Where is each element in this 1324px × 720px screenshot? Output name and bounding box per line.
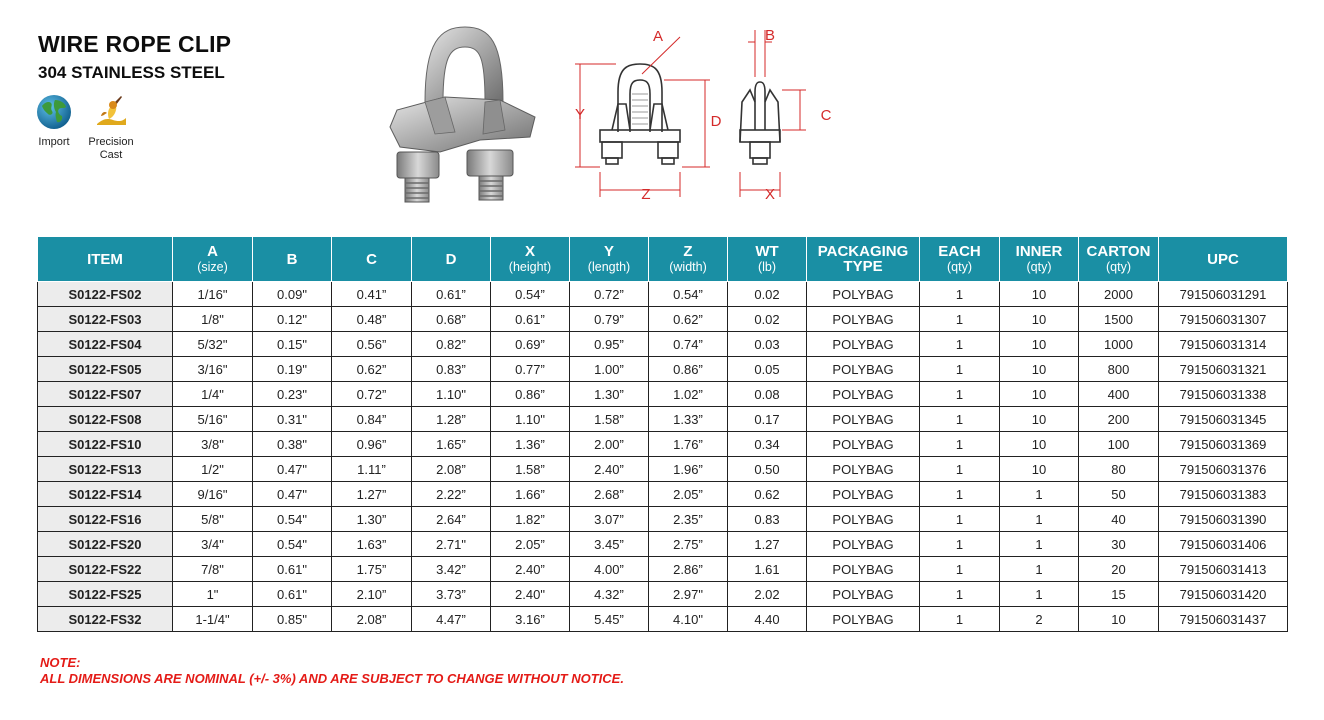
- table-cell: 2.08”: [412, 457, 491, 482]
- table-cell: 4.32”: [570, 582, 649, 607]
- item-cell: S0122-FS25: [38, 582, 173, 607]
- precision-label-line1: Precision: [88, 136, 134, 148]
- table-cell: 2.68”: [570, 482, 649, 507]
- column-header-label: X: [524, 243, 535, 260]
- table-cell: 1.00”: [570, 357, 649, 382]
- table-cell: 791506031420: [1159, 582, 1288, 607]
- table-cell: 0.48”: [332, 307, 412, 332]
- table-cell: 0.61": [253, 557, 332, 582]
- column-header: [38, 237, 173, 282]
- table-cell: 2.75”: [649, 532, 728, 557]
- table-cell: 791506031376: [1159, 457, 1288, 482]
- column-header-sub: TYPE: [843, 258, 883, 275]
- table-cell: 0.61": [253, 582, 332, 607]
- table-cell: 1.63”: [332, 532, 412, 557]
- table-cell: 50: [1079, 482, 1159, 507]
- column-header-sub: (height): [508, 260, 552, 274]
- table-cell: 1: [920, 507, 1000, 532]
- table-cell: 791506031390: [1159, 507, 1288, 532]
- column-header-label: PACKAGING: [817, 243, 909, 260]
- table-cell: 2: [1000, 607, 1079, 632]
- table-cell: 0.77”: [491, 357, 570, 382]
- table-cell: 10: [1000, 332, 1079, 357]
- table-cell: 1-1/4": [173, 607, 253, 632]
- column-header-sub: (size): [197, 260, 228, 274]
- table-cell: POLYBAG: [807, 307, 920, 332]
- column-header: [1000, 237, 1079, 282]
- table-cell: 0.23": [253, 382, 332, 407]
- table-cell: 1: [920, 407, 1000, 432]
- table-cell: 2.40”: [570, 457, 649, 482]
- table-cell: 3/4": [173, 532, 253, 557]
- item-cell: S0122-FS02: [38, 282, 173, 307]
- table-row: [38, 382, 1288, 407]
- table-cell: 0.84”: [332, 407, 412, 432]
- table-cell: 0.19": [253, 357, 332, 382]
- table-cell: 9/16": [173, 482, 253, 507]
- table-cell: 791506031338: [1159, 382, 1288, 407]
- table-cell: 0.95”: [570, 332, 649, 357]
- column-header: [253, 237, 332, 282]
- table-cell: 0.54”: [649, 282, 728, 307]
- table-cell: 1.66”: [491, 482, 570, 507]
- table-cell: POLYBAG: [807, 557, 920, 582]
- table-cell: 2.40": [491, 582, 570, 607]
- item-cell: S0122-FS07: [38, 382, 173, 407]
- table-cell: 0.54”: [491, 282, 570, 307]
- table-cell: 0.09": [253, 282, 332, 307]
- table-cell: 791506031321: [1159, 357, 1288, 382]
- table-cell: 0.34: [728, 432, 807, 457]
- import-badge: [33, 94, 75, 149]
- table-cell: 0.12": [253, 307, 332, 332]
- table-cell: 0.15": [253, 332, 332, 357]
- table-cell: 1.82”: [491, 507, 570, 532]
- table-cell: 5.45”: [570, 607, 649, 632]
- column-header-sub: (width): [669, 260, 707, 274]
- table-cell: 1: [920, 357, 1000, 382]
- table-row: [38, 582, 1288, 607]
- table-cell: 2.64”: [412, 507, 491, 532]
- table-cell: 1.61: [728, 557, 807, 582]
- table-cell: 10: [1000, 282, 1079, 307]
- page-subtitle: 304 STAINLESS STEEL: [38, 63, 225, 82]
- table-cell: 2000: [1079, 282, 1159, 307]
- table-cell: 0.79”: [570, 307, 649, 332]
- table-cell: 3.07”: [570, 507, 649, 532]
- table-cell: 80: [1079, 457, 1159, 482]
- column-header-label: C: [366, 250, 377, 268]
- table-cell: 2.97": [649, 582, 728, 607]
- table-cell: 800: [1079, 357, 1159, 382]
- table-cell: 791506031413: [1159, 557, 1288, 582]
- table-cell: 1.76”: [649, 432, 728, 457]
- table-cell: 1.96”: [649, 457, 728, 482]
- dim-label-y: Y: [574, 106, 586, 123]
- table-cell: 1: [920, 332, 1000, 357]
- table-cell: 0.50: [728, 457, 807, 482]
- table-cell: 1500: [1079, 307, 1159, 332]
- column-header: [649, 237, 728, 282]
- table-cell: 0.41”: [332, 282, 412, 307]
- column-header-label: D: [445, 250, 457, 268]
- item-cell: S0122-FS16: [38, 507, 173, 532]
- dim-label-c: C: [820, 107, 832, 124]
- table-cell: 0.61”: [491, 307, 570, 332]
- table-cell: 1: [920, 582, 1000, 607]
- table-cell: 0.31": [253, 407, 332, 432]
- dim-label-a: A: [652, 28, 664, 45]
- wire-rope-clip-photo: [385, 22, 565, 207]
- table-cell: 1/16": [173, 282, 253, 307]
- table-cell: 1": [173, 582, 253, 607]
- table-cell: 10: [1000, 407, 1079, 432]
- table-cell: 4.40: [728, 607, 807, 632]
- table-cell: 1.58”: [491, 457, 570, 482]
- table-cell: 1: [920, 532, 1000, 557]
- table-cell: 1: [1000, 557, 1079, 582]
- column-header-label: Z: [683, 243, 693, 260]
- table-cell: 10: [1000, 432, 1079, 457]
- table-cell: 0.74”: [649, 332, 728, 357]
- table-cell: 3.45”: [570, 532, 649, 557]
- table-row: [38, 557, 1288, 582]
- column-header-label: INNER: [1015, 243, 1063, 260]
- column-header: [728, 237, 807, 282]
- table-cell: POLYBAG: [807, 607, 920, 632]
- table-cell: 0.96”: [332, 432, 412, 457]
- table-cell: 2.00”: [570, 432, 649, 457]
- dim-label-b: B: [764, 27, 776, 44]
- table-cell: 1.75”: [332, 557, 412, 582]
- table-cell: 2.35”: [649, 507, 728, 532]
- table-cell: 3.42”: [412, 557, 491, 582]
- table-cell: 0.56”: [332, 332, 412, 357]
- table-cell: 3/8": [173, 432, 253, 457]
- table-cell: 1.58”: [570, 407, 649, 432]
- precision-label-line2: Cast: [99, 149, 123, 161]
- table-cell: 1.28”: [412, 407, 491, 432]
- table-cell: 0.54": [253, 532, 332, 557]
- table-cell: 0.54": [253, 507, 332, 532]
- table-cell: POLYBAG: [807, 507, 920, 532]
- table-cell: 4.10": [649, 607, 728, 632]
- table-cell: 1.10": [412, 382, 491, 407]
- table-cell: 10: [1079, 607, 1159, 632]
- dim-label-z: Z: [641, 186, 651, 203]
- note-block: [40, 655, 624, 687]
- column-header: [173, 237, 253, 282]
- globe-icon: [36, 94, 72, 130]
- table-cell: 0.61”: [412, 282, 491, 307]
- table-cell: 200: [1079, 407, 1159, 432]
- table-cell: 1000: [1079, 332, 1159, 357]
- item-cell: S0122-FS03: [38, 307, 173, 332]
- column-header: [1079, 237, 1159, 282]
- table-cell: POLYBAG: [807, 432, 920, 457]
- table-row: [38, 307, 1288, 332]
- table-cell: 4.47”: [412, 607, 491, 632]
- table-cell: 1: [920, 307, 1000, 332]
- note-label: NOTE:: [40, 655, 81, 670]
- table-cell: 0.02: [728, 282, 807, 307]
- table-cell: 1: [1000, 532, 1079, 557]
- item-cell: S0122-FS05: [38, 357, 173, 382]
- column-header: [920, 237, 1000, 282]
- table-cell: 2.05”: [491, 532, 570, 557]
- table-cell: 0.72”: [332, 382, 412, 407]
- page-title: WIRE ROPE CLIP: [38, 31, 232, 57]
- column-header-label: A: [207, 243, 218, 260]
- column-header-sub: (qty): [1106, 260, 1131, 274]
- table-row: [38, 357, 1288, 382]
- column-header-label: CARTON: [1086, 243, 1151, 260]
- table-cell: 1.11”: [332, 457, 412, 482]
- table-cell: 1: [920, 607, 1000, 632]
- table-cell: 0.83”: [412, 357, 491, 382]
- table-cell: 791506031291: [1159, 282, 1288, 307]
- table-cell: 1.02”: [649, 382, 728, 407]
- precision-cast-icon: [93, 94, 129, 130]
- note-text: ALL DIMENSIONS ARE NOMINAL (+/- 3%) AND ARE SUBJECT TO CHANGE WITHOUT NOTICE.: [40, 671, 624, 686]
- table-cell: 1: [920, 282, 1000, 307]
- column-header-label: Y: [603, 243, 614, 260]
- dim-label-x: X: [764, 186, 776, 203]
- table-cell: 2.86”: [649, 557, 728, 582]
- table-cell: 791506031307: [1159, 307, 1288, 332]
- table-row: [38, 432, 1288, 457]
- column-header: [412, 237, 491, 282]
- table-cell: 100: [1079, 432, 1159, 457]
- table-cell: 2.10”: [332, 582, 412, 607]
- table-cell: 0.69”: [491, 332, 570, 357]
- table-cell: 10: [1000, 307, 1079, 332]
- table-header-row: [38, 237, 1288, 282]
- table-cell: 7/8": [173, 557, 253, 582]
- column-header: [1159, 237, 1288, 282]
- table-cell: 2.02: [728, 582, 807, 607]
- table-cell: 0.68”: [412, 307, 491, 332]
- table-cell: 10: [1000, 457, 1079, 482]
- table-cell: 791506031383: [1159, 482, 1288, 507]
- table-cell: 0.82”: [412, 332, 491, 357]
- table-cell: 400: [1079, 382, 1159, 407]
- table-cell: 2.05”: [649, 482, 728, 507]
- precision-cast-badge: [85, 94, 137, 162]
- table-cell: 1.65”: [412, 432, 491, 457]
- table-cell: 1.30”: [332, 507, 412, 532]
- table-cell: POLYBAG: [807, 382, 920, 407]
- table-cell: 0.17: [728, 407, 807, 432]
- table-cell: 40: [1079, 507, 1159, 532]
- table-cell: POLYBAG: [807, 482, 920, 507]
- table-cell: 791506031406: [1159, 532, 1288, 557]
- table-cell: 1: [1000, 482, 1079, 507]
- column-header-label: ITEM: [87, 250, 123, 268]
- table-cell: POLYBAG: [807, 282, 920, 307]
- column-header-sub: (length): [587, 260, 631, 274]
- item-cell: S0122-FS10: [38, 432, 173, 457]
- table-cell: 1/4": [173, 382, 253, 407]
- column-header-label: B: [286, 250, 298, 268]
- table-cell: 3.73”: [412, 582, 491, 607]
- table-cell: 0.86”: [491, 382, 570, 407]
- import-label: Import: [38, 136, 70, 148]
- item-cell: S0122-FS04: [38, 332, 173, 357]
- table-cell: 791506031314: [1159, 332, 1288, 357]
- table-cell: 0.08: [728, 382, 807, 407]
- table-row: [38, 332, 1288, 357]
- table-cell: 1/2": [173, 457, 253, 482]
- table-cell: 1.10": [491, 407, 570, 432]
- table-cell: 1: [920, 432, 1000, 457]
- column-header-label: EACH: [938, 243, 981, 260]
- table-cell: 0.72”: [570, 282, 649, 307]
- table-cell: 1.27: [728, 532, 807, 557]
- table-cell: 15: [1079, 582, 1159, 607]
- table-cell: 791506031437: [1159, 607, 1288, 632]
- table-cell: 0.62: [728, 482, 807, 507]
- table-cell: 1/8": [173, 307, 253, 332]
- table-cell: 1: [1000, 582, 1079, 607]
- item-cell: S0122-FS32: [38, 607, 173, 632]
- table-cell: 791506031345: [1159, 407, 1288, 432]
- table-cell: POLYBAG: [807, 582, 920, 607]
- table-row: [38, 282, 1288, 307]
- table-cell: 5/32": [173, 332, 253, 357]
- column-header: [570, 237, 649, 282]
- column-header: [332, 237, 412, 282]
- dimension-diagram: [570, 22, 870, 207]
- table-cell: 20: [1079, 557, 1159, 582]
- table-cell: 1: [920, 557, 1000, 582]
- table-cell: 1: [920, 382, 1000, 407]
- table-cell: POLYBAG: [807, 407, 920, 432]
- table-cell: 5/8": [173, 507, 253, 532]
- table-cell: 0.62”: [649, 307, 728, 332]
- item-cell: S0122-FS08: [38, 407, 173, 432]
- table-cell: 2.08”: [332, 607, 412, 632]
- table-cell: 791506031369: [1159, 432, 1288, 457]
- table-cell: 0.03: [728, 332, 807, 357]
- table-row: [38, 607, 1288, 632]
- specs-table: [37, 236, 1288, 632]
- table-cell: 0.05: [728, 357, 807, 382]
- table-cell: 2.22”: [412, 482, 491, 507]
- column-header: [491, 237, 570, 282]
- table-cell: 3.16”: [491, 607, 570, 632]
- table-cell: 2.40”: [491, 557, 570, 582]
- table-cell: POLYBAG: [807, 532, 920, 557]
- table-cell: 5/16": [173, 407, 253, 432]
- table-cell: 10: [1000, 382, 1079, 407]
- column-header: [807, 237, 920, 282]
- table-row: [38, 407, 1288, 432]
- table-cell: 0.38": [253, 432, 332, 457]
- table-cell: 1.30”: [570, 382, 649, 407]
- table-cell: 10: [1000, 357, 1079, 382]
- table-cell: 0.62”: [332, 357, 412, 382]
- table-cell: POLYBAG: [807, 332, 920, 357]
- table-cell: 4.00”: [570, 557, 649, 582]
- table-row: [38, 457, 1288, 482]
- table-cell: 1.33”: [649, 407, 728, 432]
- table-cell: POLYBAG: [807, 457, 920, 482]
- table-row: [38, 532, 1288, 557]
- table-cell: 0.86”: [649, 357, 728, 382]
- column-header-sub: (qty): [1026, 260, 1052, 274]
- table-cell: 0.47": [253, 457, 332, 482]
- table-row: [38, 482, 1288, 507]
- column-header-sub: (lb): [757, 260, 777, 274]
- column-header-sub: (qty): [947, 260, 972, 274]
- table-cell: 1.27”: [332, 482, 412, 507]
- table-cell: 3/16": [173, 357, 253, 382]
- table-cell: 0.85": [253, 607, 332, 632]
- table-row: [38, 507, 1288, 532]
- dim-label-d: D: [710, 113, 722, 130]
- column-header-label: WT: [755, 243, 779, 260]
- item-cell: S0122-FS22: [38, 557, 173, 582]
- table-cell: 0.47": [253, 482, 332, 507]
- table-cell: 1: [920, 457, 1000, 482]
- table-cell: 1: [920, 482, 1000, 507]
- table-cell: POLYBAG: [807, 357, 920, 382]
- table-cell: 0.83: [728, 507, 807, 532]
- item-cell: S0122-FS13: [38, 457, 173, 482]
- item-cell: S0122-FS14: [38, 482, 173, 507]
- table-cell: 30: [1079, 532, 1159, 557]
- table-cell: 0.02: [728, 307, 807, 332]
- table-cell: 2.71": [412, 532, 491, 557]
- table-cell: 1: [1000, 507, 1079, 532]
- item-cell: S0122-FS20: [38, 532, 173, 557]
- table-cell: 1.36”: [491, 432, 570, 457]
- column-header-label: UPC: [1207, 250, 1239, 268]
